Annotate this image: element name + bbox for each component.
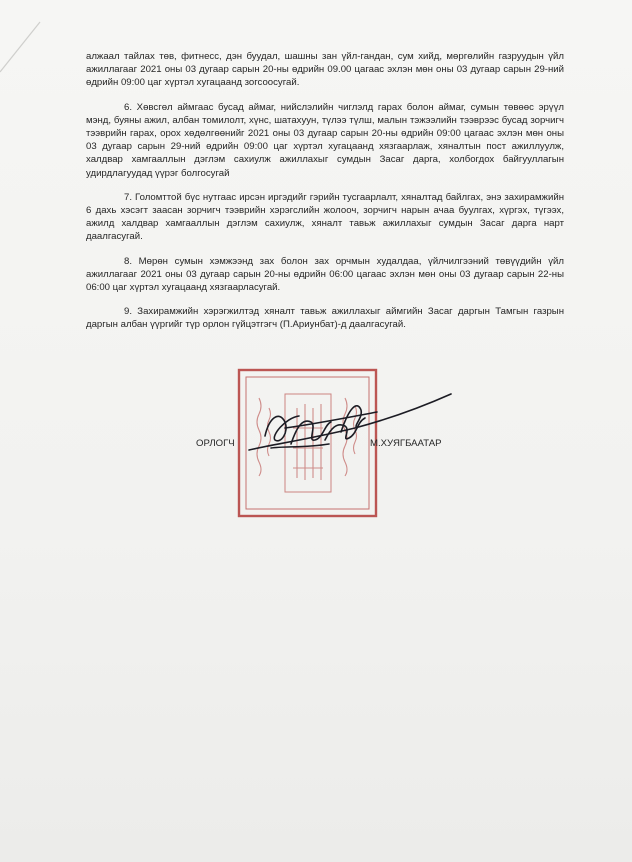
signatory-name: М.ХУЯГБААТАР [370,438,442,449]
signatory-title: ОРЛОГЧ [196,438,235,449]
paragraph-5-continued: алжаал тайлах төв, фитнесс, дэн буудал, шашны зан үйл-гандан, сум хийд, мөргөлийн газруудын үйл ажиллагааг 2021 оны 03 дугаар сарын 20-ны өдрийн 09.00 цагаас эхлэн мөн оны 03 дугаар сарын 29-ний өдрийн 09:00 цаг хүртэл хугацаанд зогсоосугай. [86,51,564,89]
paragraph-6: 6. Хөвсгөл аймгаас бусад аймаг, нийслэлийн чиглэлд гарах болон аймаг, сумын төвөөс эрүүл мэнд, буяны ажил, албан томилолт, хүнс, шатахуун, түлээ түлш, малын тэжээлийн тээврээс бусад зорчигч тээврийн гарах, орох хөдөлгөөнийг 2021 оны 03 дугаар сарын 20-ны өдрийн 09:00 цагаас эхлэн мөн оны 03 дугаар сарын 29-ний өдрийн 09:00 цаг хүртэл хугацаанд хязгаарлаж, хяналтын пост ажиллуулж, халдвар хамгааллын дэглэм сахиулж ажиллахыг сумдын Засаг дарга, холбогдох байгууллагын удирдлагуудад үүрэг болгосугай [86,101,564,179]
paragraph-7: 7. Голомттой бүс нутгаас ирсэн иргэдийг гэрийн тусгаарлалт, хяналтад байлгах, энэ захирамжийн 6 дахь хэсэгт заасан зорчигч тээврийн хэрэгслийн жолооч, зорчигч нарын ачаа буулгах, хүргэх, түгээх, ажилд халдвар хамгааллын дэглэм сахиулж, хяналт тавьж ажиллахыг сумдын Засаг дарга нарт даалгасугай. [86,191,564,243]
signature-line [0,438,632,454]
handwritten-signature [245,388,455,468]
document-body [86,50,564,343]
paragraph-8: 8. Мөрөн сумын хэмжээнд зах болон зах орчмын худалдаа, үйлчилгээний төвүүдийн үйл ажиллагааг 2021 оны 03 дугаар сарын 20-ны өдрийн 06:00 цагаас эхлэн мөн оны 03 дугаар сарын 22-ны 06:00 цаг хүртэл хугацаанд хязгаарласугай. [86,255,564,294]
paragraph-9: 9. Захирамжийн хэрэгжилтэд хяналт тавьж ажиллахыг аймгийн Засаг даргын Тамгын газрын даргын албан үүргийг түр орлон гүйцэтгэгч (П.Ариунбат)-д даалгасугай. [86,306,564,331]
